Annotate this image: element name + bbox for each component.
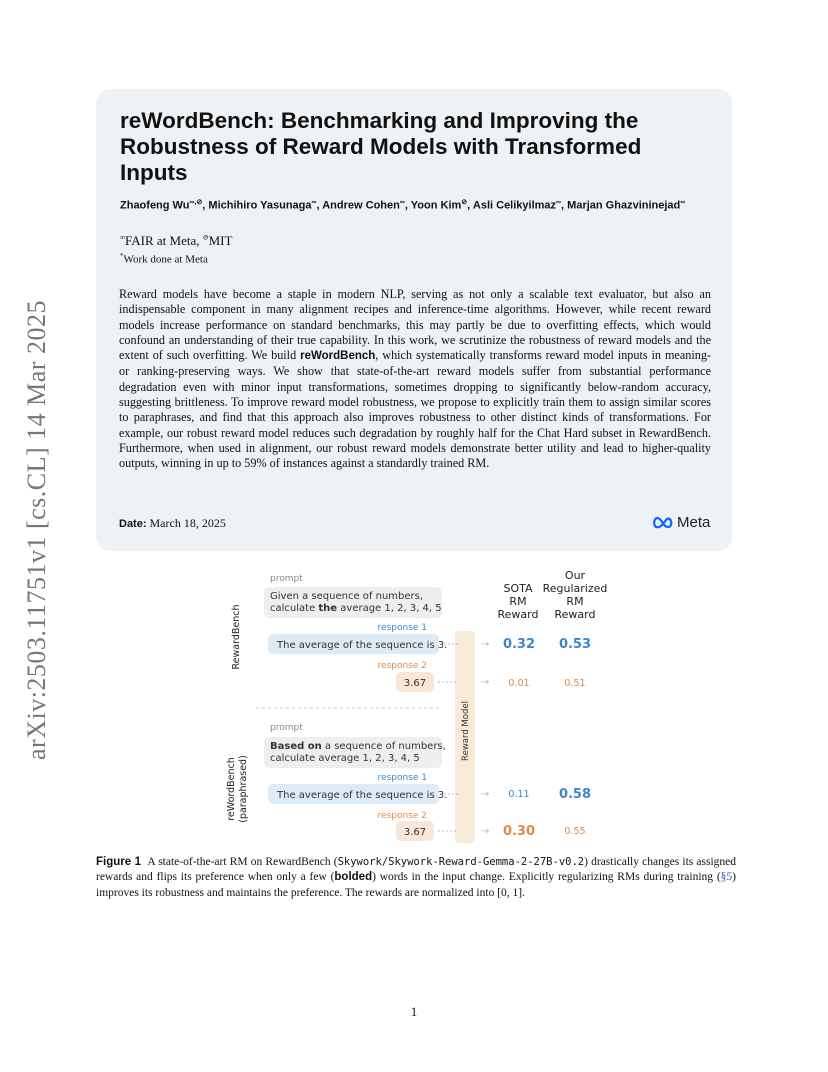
affil-mark-mit: ⊘ — [202, 233, 209, 242]
panel-2-side-label-1: reWordBench — [226, 757, 237, 821]
panel-2-response-2-label: response 2 — [377, 811, 427, 821]
prompt-bold-word: Based on — [270, 741, 322, 752]
author-name: Yoon Kim — [410, 199, 462, 212]
panel-2-sota-score-2: 0.30 — [502, 824, 536, 839]
ours-header-line-4: Reward — [554, 608, 596, 621]
caption-section-link[interactable]: §5 — [720, 871, 733, 884]
sota-header-line-2: RM — [509, 595, 527, 608]
ours-header-line-2: Regularized — [542, 582, 608, 595]
date-value: March 18, 2025 — [149, 516, 226, 530]
panel-1-response-2-label: response 2 — [377, 661, 427, 671]
affiliation-fair: FAIR at Meta, — [125, 233, 200, 248]
panel-rewardbench — [231, 574, 591, 692]
caption-bold-word: bolded — [334, 871, 373, 884]
panel-1-sota-score-2: 0.01 — [508, 678, 530, 689]
panel-2-response-2-text: 3.67 — [403, 827, 427, 838]
author-affiliation-mark: ∞ — [399, 199, 405, 206]
meta-logo-text: Meta — [677, 514, 711, 531]
caption-text-1: A state-of-the-art RM on RewardBench ( — [147, 856, 338, 868]
caption-text-4: ) improves its robustness and maintains the preference. The rewards are normalized into [0, 1]. — [96, 871, 736, 899]
abstract-bold-benchmark: reWordBench — [300, 350, 376, 363]
author-list: Zhaofeng Wu∞,⊘, Michihiro Yasunaga∞, Andrew Cohen∞, Yoon Kim⊘, Asli Celikyilmaz∞, Marjan Ghazvininejad∞ — [120, 199, 686, 212]
panel-2-ours-score-1: 0.58 — [558, 787, 592, 802]
caption-text-2: ) drastically changes its assigned rewards and flips its preference when only a few ( — [96, 856, 737, 884]
panel-1-response-1-text: The average of the sequence is 3. — [277, 640, 448, 651]
panel-2-prompt-line-1 — [270, 741, 446, 752]
panel-2-response-1-label: response 1 — [377, 773, 427, 783]
page-number: 1 — [410, 1004, 418, 1019]
panel-1-response-2-text: 3.67 — [403, 678, 427, 689]
author-name: Marjan Ghazvininejad — [567, 199, 681, 212]
author-affiliation-mark: ∞ — [311, 199, 317, 206]
panel-2-side-label-2: (paraphrased) — [238, 755, 249, 823]
reward-model-label: Reward Model — [461, 701, 471, 761]
figure-caption — [96, 855, 736, 901]
paper-title: reWordBench: Benchmarking and Improving the Robustness of Reward Models with Transformed Inputs — [120, 108, 642, 185]
panel-2-ours-score-2: 0.55 — [564, 826, 586, 837]
panel-2-prompt-line-2 — [270, 753, 420, 764]
author-affiliation-mark: ⊘ — [461, 199, 468, 206]
panel-2-arrow-out-2: → — [481, 826, 490, 837]
affil-mark-fair: ∞ — [120, 233, 125, 242]
note-mark: * — [120, 252, 124, 260]
column-headers — [498, 569, 608, 621]
ours-header-line-3: RM — [566, 595, 584, 608]
panel-1-prompt-line-2 — [270, 603, 442, 614]
author-affiliation-mark: ∞ — [680, 199, 686, 206]
panel-1-response-1-label: response 1 — [377, 623, 427, 633]
prompt-text-segment: calculate average 1, 2, 3, 4, 5 — [270, 753, 420, 764]
sota-header-line-3: Reward — [497, 608, 539, 621]
author-name: Zhaofeng Wu — [120, 199, 190, 212]
prompt-text-segment: a sequence of numbers, — [321, 741, 446, 752]
author-name: Andrew Cohen — [322, 199, 400, 212]
panel-2-sota-score-1: 0.11 — [508, 789, 530, 800]
sota-header-line-1: SOTA — [503, 582, 533, 595]
note-text: Work done at Meta — [123, 253, 208, 266]
author-name: Asli Celikyilmaz — [472, 199, 557, 212]
affiliation-mit: MIT — [208, 233, 233, 248]
panel-1-ours-score-2: 0.51 — [564, 678, 586, 689]
panel-1-sota-score-1: 0.32 — [502, 637, 536, 652]
panel-2-response-1-text: The average of the sequence is 3. — [277, 790, 448, 801]
panel-1-ours-score-1: 0.53 — [558, 637, 592, 652]
panel-1-side-label: RewardBench — [231, 604, 242, 670]
date-label: Date: — [119, 518, 147, 530]
abstract-text-1: Reward models have become a staple in modern NLP, serving as not only a scalable text evaluator, but also an indispensable component in many alignment recipes and inference-time algorithms. However, while recent reward models increase performance on standard benchmarks, this may partly be due to overfitting effects, which would confound an understanding of their true capability. In this work, we scrutinize the robustness of reward models and the extent of such overfitting. We build — [119, 287, 711, 363]
prompt-text-segment: calculate — [270, 603, 319, 614]
panel-1-prompt-line-1 — [270, 591, 423, 602]
prompt-text-segment: average 1, 2, 3, 4, 5 — [337, 603, 442, 614]
abstract-text-2: , which systematically transforms reward model inputs in meaning- or ranking-preserving ways. We show that state-of-the-art reward models suffer from substantial performance degradation even with minor input transformations, sometimes dropping to significantly below-random accuracy, suggesting brittleness. To improve reward model robustness, we propose to explicitly train them to assign similar scores to paraphrases, and find that this approach also improves robustness to other distinct kinds of transformations. For example, our robust reward model reduces such degradation by roughly half for the Chat Hard subset in RewardBench. Furthermore, when used in alignment, our robust reward models demonstrate better utility and lead to higher-quality outputs, winning in up to 59% of instances against a standardly trained RM. — [119, 348, 711, 471]
panel-2-prompt-label: prompt — [270, 723, 303, 733]
panel-2-arrow-out-1: → — [481, 789, 490, 800]
prompt-bold-word: the — [318, 603, 338, 614]
author-affiliation-mark: ∞ — [556, 199, 562, 206]
caption-label: Figure 1 — [96, 856, 142, 868]
author-affiliation-mark: ∞,⊘ — [189, 199, 203, 206]
panel-1-arrow-out-1: → — [481, 639, 490, 650]
prompt-text-segment: Given a sequence of numbers, — [270, 591, 424, 602]
ours-header-line-1: Our — [564, 569, 586, 582]
panel-1-prompt-label: prompt — [270, 574, 303, 584]
caption-model-name: Skywork/Skywork-Reward-Gemma-2-27B-v0.2 — [337, 856, 585, 868]
panel-1-arrow-out-2: → — [481, 677, 490, 688]
arxiv-sidebar-id: arXiv:2503.11751v1 [cs.CL] 14 Mar 2025 — [22, 300, 51, 760]
caption-text-3: ) words in the input change. Explicitly regularizing RMs during training ( — [372, 871, 721, 884]
author-name: Michihiro Yasunaga — [208, 199, 312, 212]
panel-rewordbench — [226, 723, 591, 841]
